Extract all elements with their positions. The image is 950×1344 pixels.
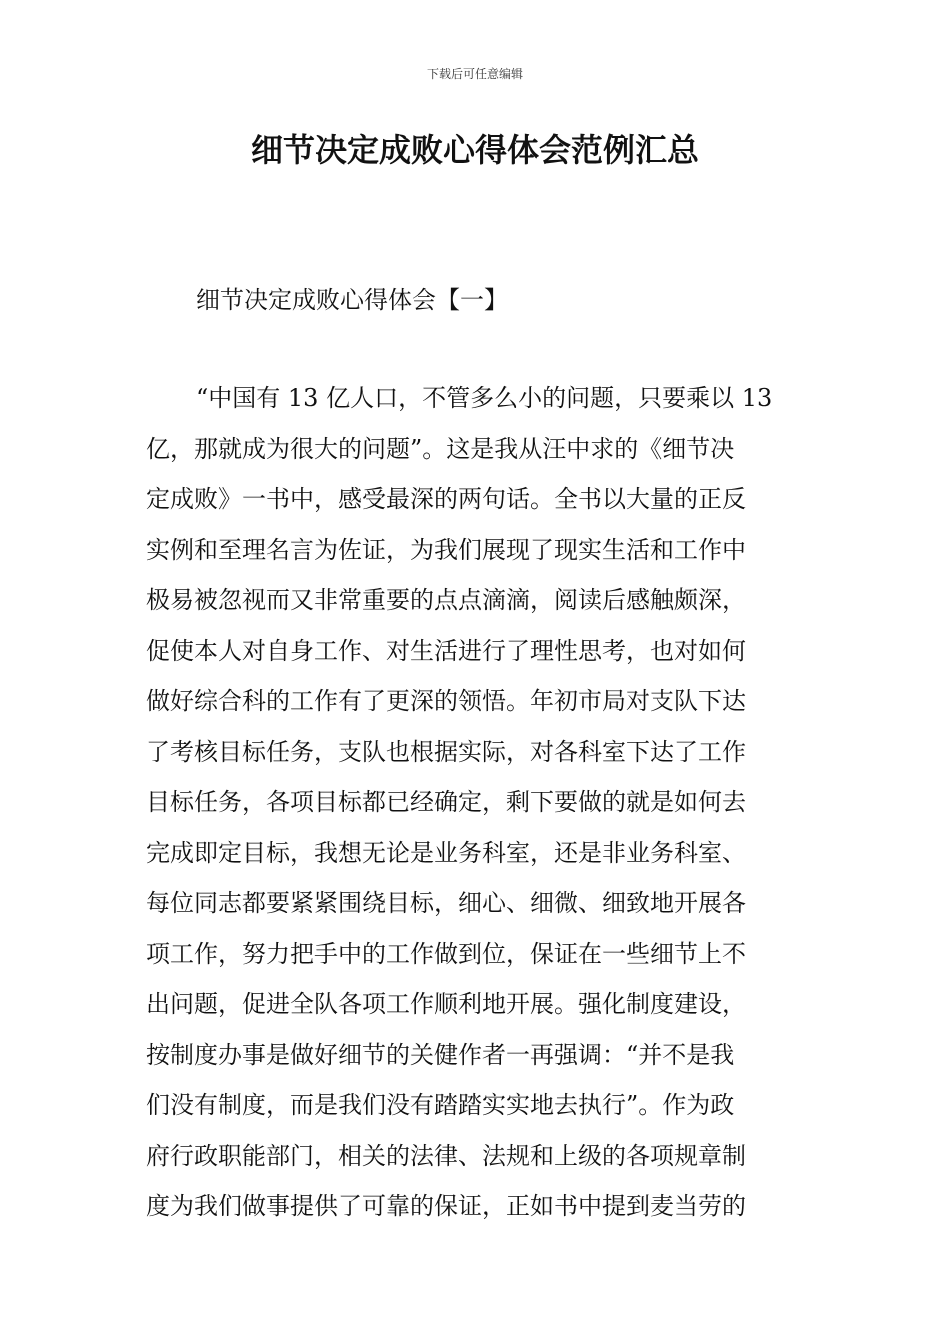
paragraph-line: 做好综合科的工作有了更深的领悟。年初市局对支队下达 (146, 687, 746, 715)
page-title: 细节决定成败心得体会范例汇总 (250, 131, 699, 169)
paragraph-line: 按制度办事是做好细节的关健作者一再强调：“并不是我 (146, 1040, 735, 1069)
header-note: 下载后可任意编辑 (426, 67, 523, 81)
paragraph-line: 定成败》一书中，感受最深的两句话。全书以大量的正反 (146, 485, 746, 513)
paragraph-line: 们没有制度，而是我们没有踏踏实实地去执行”。作为政 (146, 1091, 735, 1119)
paragraph-line: 促使本人对自身工作、对生活进行了理性思考，也对如何 (146, 636, 746, 665)
paragraph-line: 亿，那就成为很大的问题”。这是我从汪中求的《细节决 (146, 434, 735, 463)
paragraph-line: “中国有 13 亿人口，不管多么小的问题，只要乘以 13 (196, 384, 773, 412)
paragraph-line: 每位同志都要紧紧围绕目标，细心、细微、细致地开展各 (146, 889, 746, 917)
paragraph-line: 完成即定目标，我想无论是业务科室，还是非业务科室、 (146, 838, 746, 867)
paragraph-line: 项工作，努力把手中的工作做到位，保证在一些细节上不 (146, 939, 746, 968)
paragraph-line: 出问题，促进全队各项工作顺利地开展。强化制度建设， (146, 990, 746, 1018)
section-heading: 细节决定成败心得体会【一】 (196, 286, 508, 314)
paragraph-line: 目标任务，各项目标都已经确定，剩下要做的就是如何去 (146, 788, 746, 816)
paragraph-line: 极易被忽视而又非常重要的点点滴滴，阅读后感触颇深， (146, 586, 746, 614)
paragraph-line: 府行政职能部门，相关的法律、法规和上级的各项规章制 (146, 1141, 746, 1170)
paragraph-line: 了考核目标任务，支队也根据实际，对各科室下达了工作 (146, 737, 746, 766)
paragraph-line: 实例和至理名言为佐证，为我们展现了现实生活和工作中 (146, 535, 746, 564)
paragraph-line: 度为我们做事提供了可靠的保证，正如书中提到麦当劳的 (146, 1192, 746, 1220)
body-paragraph (146, 380, 816, 1239)
